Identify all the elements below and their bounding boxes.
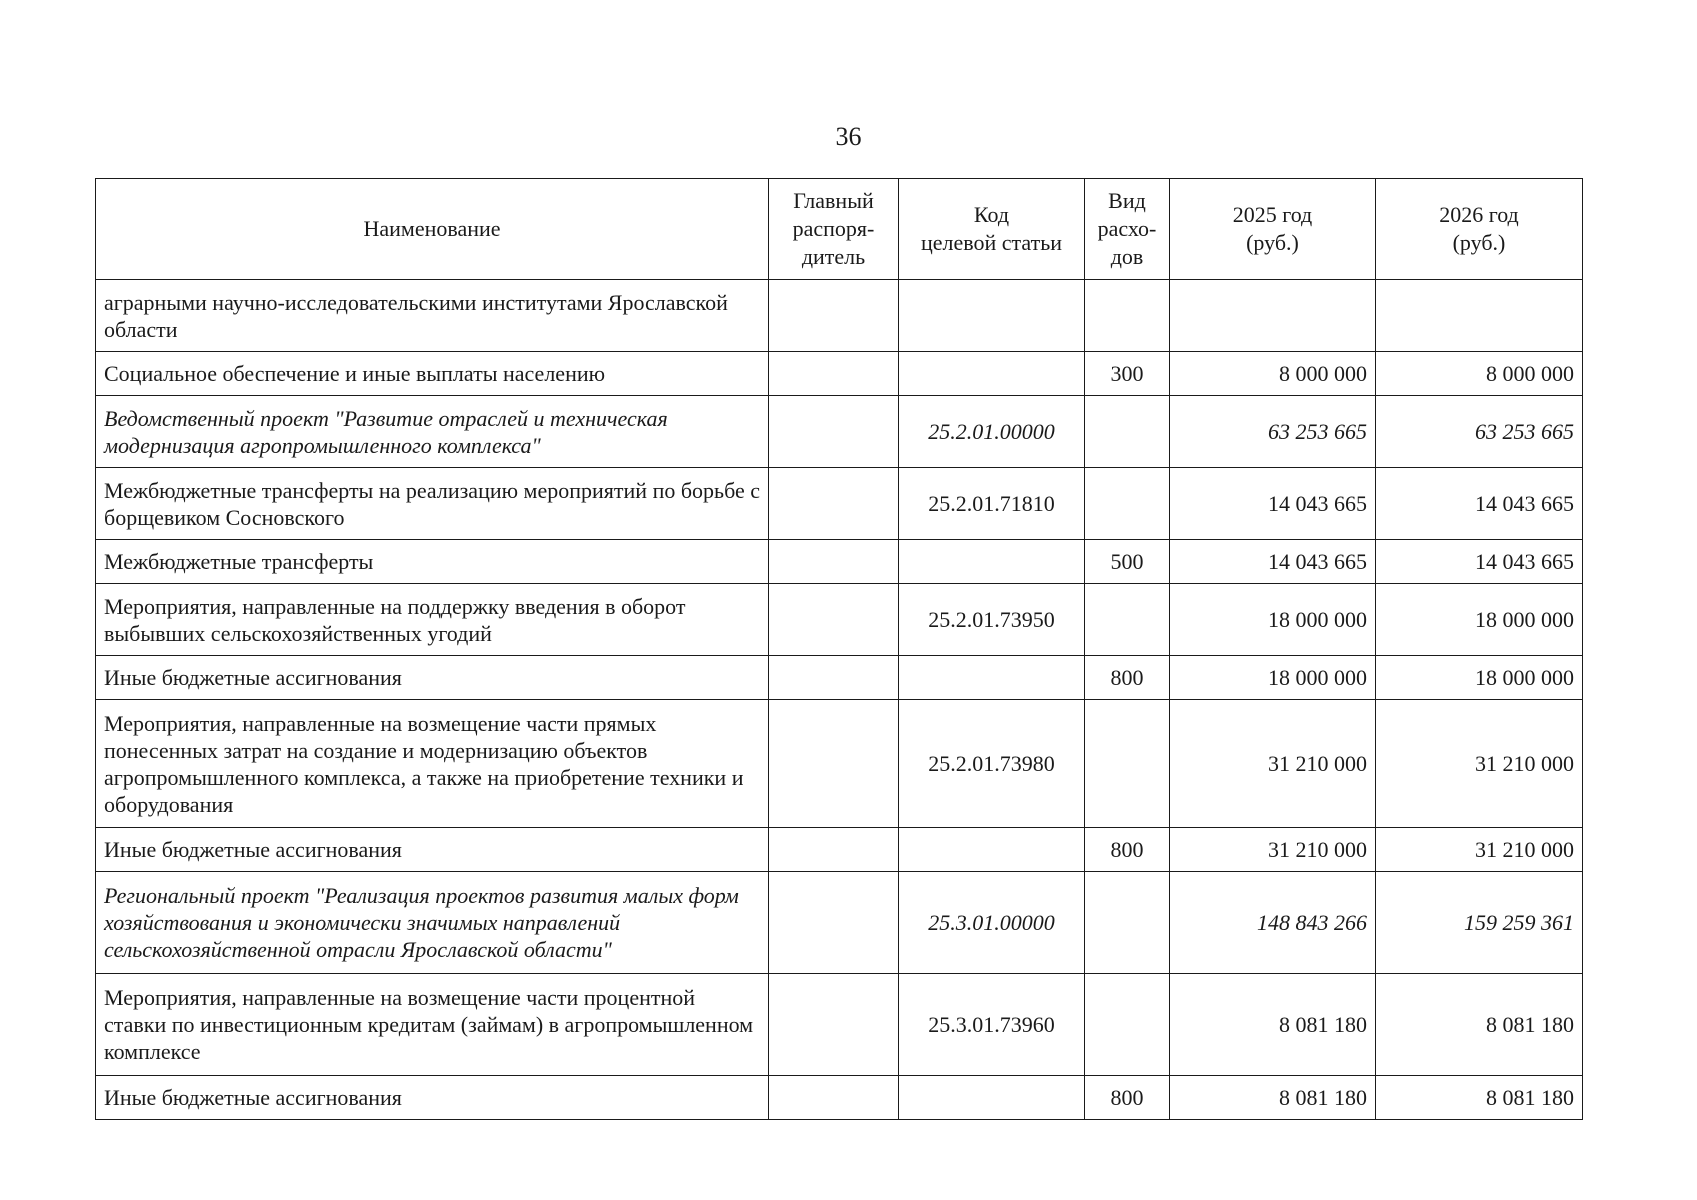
table-row: [96, 280, 1583, 352]
row-code: [899, 352, 1085, 396]
row-code: 25.2.01.73950: [899, 584, 1085, 656]
row-kind: 300: [1085, 352, 1170, 396]
row-code: [899, 1076, 1085, 1120]
row-kind: [1085, 584, 1170, 656]
row-kind: [1085, 974, 1170, 1076]
row-code: [899, 828, 1085, 872]
header-manager: Главный распоря- дитель: [769, 179, 899, 280]
row-manager: [769, 656, 899, 700]
row-manager: [769, 974, 899, 1076]
row-name: Межбюджетные трансферты: [96, 540, 769, 584]
header-2026: 2026 год (руб.): [1376, 179, 1583, 280]
row-amount-2026: 14 043 665: [1376, 540, 1583, 584]
row-manager: [769, 1076, 899, 1120]
header-row: [96, 179, 1583, 280]
row-code: [899, 280, 1085, 352]
row-manager: [769, 584, 899, 656]
row-kind: 800: [1085, 656, 1170, 700]
row-name: Ведомственный проект "Развитие отраслей и техническая модернизация агропромышленного комплекса": [96, 396, 769, 468]
row-manager: [769, 396, 899, 468]
row-code: 25.2.01.73980: [899, 700, 1085, 828]
row-kind: 800: [1085, 828, 1170, 872]
table-row: [96, 584, 1583, 656]
page-number: 36: [835, 122, 862, 151]
table-row: [96, 700, 1583, 828]
row-kind: [1085, 468, 1170, 540]
row-amount-2026: [1376, 280, 1583, 352]
header-kind: Вид расхо- дов: [1085, 179, 1170, 280]
row-amount-2025: 8 000 000: [1170, 352, 1376, 396]
row-code: [899, 656, 1085, 700]
row-manager: [769, 872, 899, 974]
row-amount-2026: 159 259 361: [1376, 872, 1583, 974]
row-code: 25.3.01.00000: [899, 872, 1085, 974]
table-row: [96, 468, 1583, 540]
row-amount-2025: 8 081 180: [1170, 1076, 1376, 1120]
table-row: [96, 1076, 1583, 1120]
row-kind: 800: [1085, 1076, 1170, 1120]
row-amount-2026: 31 210 000: [1376, 700, 1583, 828]
table-row: [96, 974, 1583, 1076]
header-code: Код целевой статьи: [899, 179, 1085, 280]
row-name: Иные бюджетные ассигнования: [96, 1076, 769, 1120]
row-manager: [769, 828, 899, 872]
row-manager: [769, 280, 899, 352]
row-amount-2026: 8 081 180: [1376, 1076, 1583, 1120]
row-amount-2026: 14 043 665: [1376, 468, 1583, 540]
row-amount-2025: 14 043 665: [1170, 468, 1376, 540]
table-row: [96, 540, 1583, 584]
table-row: [96, 656, 1583, 700]
row-name: Мероприятия, направленные на возмещение части процентной ставки по инвестиционным кредитам (займам) в агропромышленном комплексе: [96, 974, 769, 1076]
row-kind: [1085, 396, 1170, 468]
header-name: Наименование: [96, 179, 769, 280]
row-manager: [769, 352, 899, 396]
row-amount-2025: 31 210 000: [1170, 700, 1376, 828]
row-amount-2026: 63 253 665: [1376, 396, 1583, 468]
row-amount-2026: 18 000 000: [1376, 656, 1583, 700]
row-code: 25.3.01.73960: [899, 974, 1085, 1076]
row-manager: [769, 540, 899, 584]
row-amount-2026: 31 210 000: [1376, 828, 1583, 872]
row-name: Мероприятия, направленные на возмещение части прямых понесенных затрат на создание и модернизацию объектов агропромышленного комплекса, а также на приобретение техники и оборудования: [96, 700, 769, 828]
row-code: [899, 540, 1085, 584]
row-name: Мероприятия, направленные на поддержку введения в оборот выбывших сельскохозяйственных угодий: [96, 584, 769, 656]
row-name: Социальное обеспечение и иные выплаты населению: [96, 352, 769, 396]
row-amount-2025: 18 000 000: [1170, 584, 1376, 656]
row-name: Региональный проект "Реализация проектов развития малых форм хозяйствования и экономически значимых направлений сельскохозяйственной отрасли Ярославской области": [96, 872, 769, 974]
row-kind: [1085, 872, 1170, 974]
row-kind: 500: [1085, 540, 1170, 584]
table-row: [96, 828, 1583, 872]
table-row: [96, 872, 1583, 974]
table-row: [96, 396, 1583, 468]
row-code: 25.2.01.00000: [899, 396, 1085, 468]
row-kind: [1085, 280, 1170, 352]
row-amount-2026: 18 000 000: [1376, 584, 1583, 656]
row-amount-2025: 63 253 665: [1170, 396, 1376, 468]
row-manager: [769, 468, 899, 540]
budget-table: [95, 178, 1583, 1120]
row-amount-2025: 8 081 180: [1170, 974, 1376, 1076]
row-name: Иные бюджетные ассигнования: [96, 828, 769, 872]
row-code: 25.2.01.71810: [899, 468, 1085, 540]
row-manager: [769, 700, 899, 828]
row-amount-2025: 14 043 665: [1170, 540, 1376, 584]
row-amount-2025: 148 843 266: [1170, 872, 1376, 974]
row-kind: [1085, 700, 1170, 828]
row-amount-2026: 8 000 000: [1376, 352, 1583, 396]
row-amount-2026: 8 081 180: [1376, 974, 1583, 1076]
row-name: аграрными научно-исследовательскими институтами Ярославской области: [96, 280, 769, 352]
row-amount-2025: [1170, 280, 1376, 352]
header-2025: 2025 год (руб.): [1170, 179, 1376, 280]
table-row: [96, 352, 1583, 396]
row-name: Иные бюджетные ассигнования: [96, 656, 769, 700]
row-amount-2025: 18 000 000: [1170, 656, 1376, 700]
row-amount-2025: 31 210 000: [1170, 828, 1376, 872]
row-name: Межбюджетные трансферты на реализацию мероприятий по борьбе с борщевиком Сосновского: [96, 468, 769, 540]
